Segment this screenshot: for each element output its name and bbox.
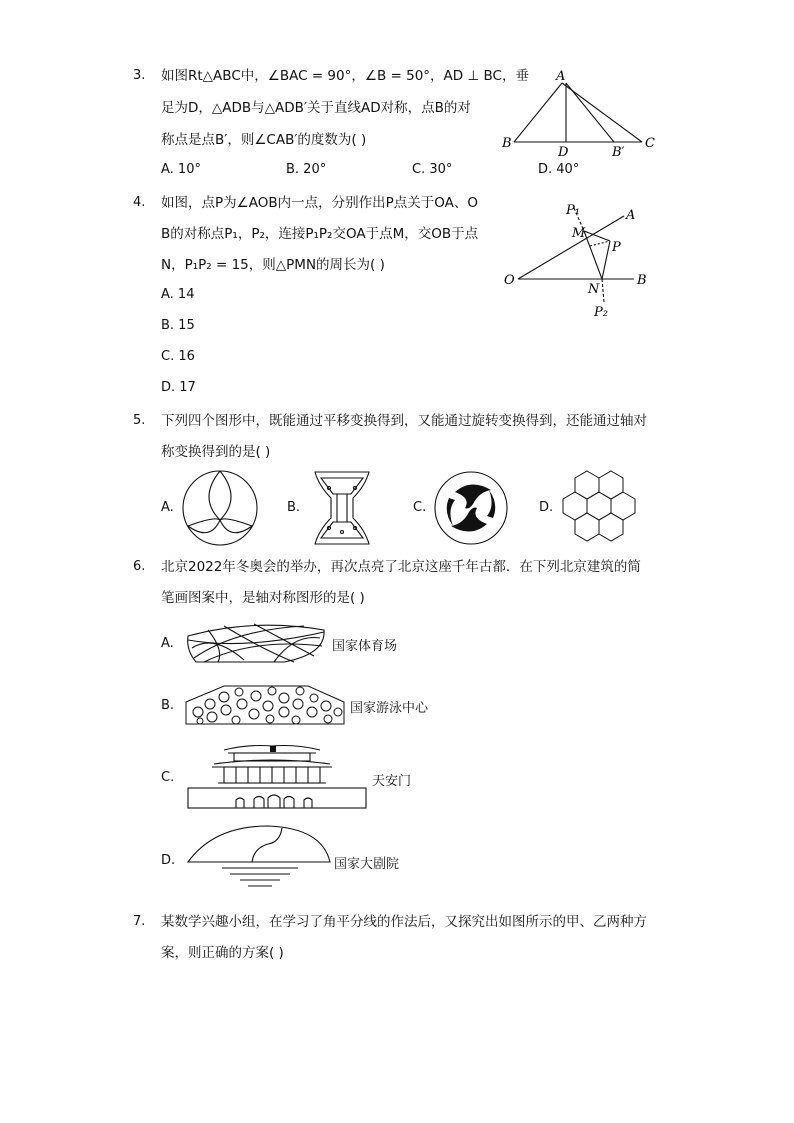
question-7-line-2: 案，则正确的方案( ) [161,945,284,961]
option-a-circle-arcs-figure [180,468,260,548]
label-p1: P₁ [566,203,580,218]
angle-aob-figure [498,196,658,324]
label-c: C [645,136,655,151]
label-b-prime: B′ [612,145,625,160]
question-5-option-c[interactable]: C. [413,500,427,515]
caption-national-grand-theater: 国家大剧院 [334,857,400,872]
question-5-number: 5. [133,413,146,428]
label-a: A [626,208,636,223]
question-3-option-b[interactable]: B. 20° [286,162,327,177]
question-6-line-2: 笔画图案中，是轴对称图形的是( ) [161,590,365,606]
question-4-option-c[interactable]: C. 16 [161,349,195,364]
question-4-line-3: N，P₁P₂ = 15，则△PMN的周长为( ) [161,257,385,273]
question-3-line-1: 如图Rt△ABC中，∠BAC = 90°，∠B = 50°，AD ⊥ BC，垂 [161,68,529,84]
option-b-water-cube-figure [184,682,348,728]
question-6-option-b[interactable]: B. [161,698,175,713]
question-4-option-d[interactable]: D. 17 [161,380,196,395]
caption-national-stadium: 国家体育场 [332,639,398,654]
question-5-option-b[interactable]: B. [287,500,301,515]
label-b: B [637,273,647,288]
question-3-line-3: 称点是点B′，则∠CAB′的度数为( ) [161,132,367,148]
option-a-birds-nest-figure [184,620,330,666]
label-o: O [504,273,515,288]
label-a: A [556,69,566,84]
label-n: N [588,282,600,297]
caption-tiananmen: 天安门 [372,774,412,789]
label-p2: P₂ [594,305,608,320]
question-3-number: 3. [133,68,146,83]
question-5-option-a[interactable]: A. [161,500,174,515]
question-3-option-d[interactable]: D. 40° [538,162,580,177]
triangle-abc-figure [498,64,664,160]
label-p: P [612,240,621,255]
question-7-line-1: 某数学兴趣小组，在学习了角平分线的作法后，又探究出如图所示的甲、乙两种方 [161,914,647,930]
option-b-hourglass-figure [307,468,377,548]
question-5-line-1: 下列四个图形中，既能通过平移变换得到，又能通过旋转变换得到，还能通过轴对 [161,413,647,429]
option-c-tiananmen-figure [184,742,370,812]
question-7-number: 7. [133,914,146,929]
label-b: B [502,136,512,151]
option-d-grand-theater-figure [184,824,334,892]
question-4-option-b[interactable]: B. 15 [161,318,195,333]
question-4-option-a[interactable]: A. 14 [161,287,195,302]
question-5-option-d[interactable]: D. [539,500,554,515]
question-3-option-a[interactable]: A. 10° [161,162,201,177]
question-6-line-1: 北京2022年冬奥会的举办，再次点亮了北京这座千年古都．在下列北京建筑的简 [161,559,641,575]
option-c-swirl-figure [433,470,509,546]
question-6-option-a[interactable]: A. [161,636,174,651]
question-3-line-2: 足为D，△ADB与△ADB′关于直线AD对称，点B的对 [161,100,471,116]
question-3-option-c[interactable]: C. 30° [412,162,453,177]
option-d-hexagon-figure [560,468,644,548]
question-4-number: 4. [133,195,146,210]
question-6-option-c[interactable]: C. [161,770,175,785]
question-4-line-2: B的对称点P₁，P₂，连接P₁P₂交OA于点M，交OB于点 [161,226,479,242]
question-5-line-2: 称变换得到的是( ) [161,444,271,460]
caption-national-aquatics-center: 国家游泳中心 [350,701,429,716]
label-d: D [558,145,569,160]
question-4-line-1: 如图，点P为∠AOB内一点，分别作出P点关于OA、O [161,195,479,211]
question-6-number: 6. [133,559,146,574]
label-m: M [572,226,586,241]
question-6-option-d[interactable]: D. [161,853,176,868]
